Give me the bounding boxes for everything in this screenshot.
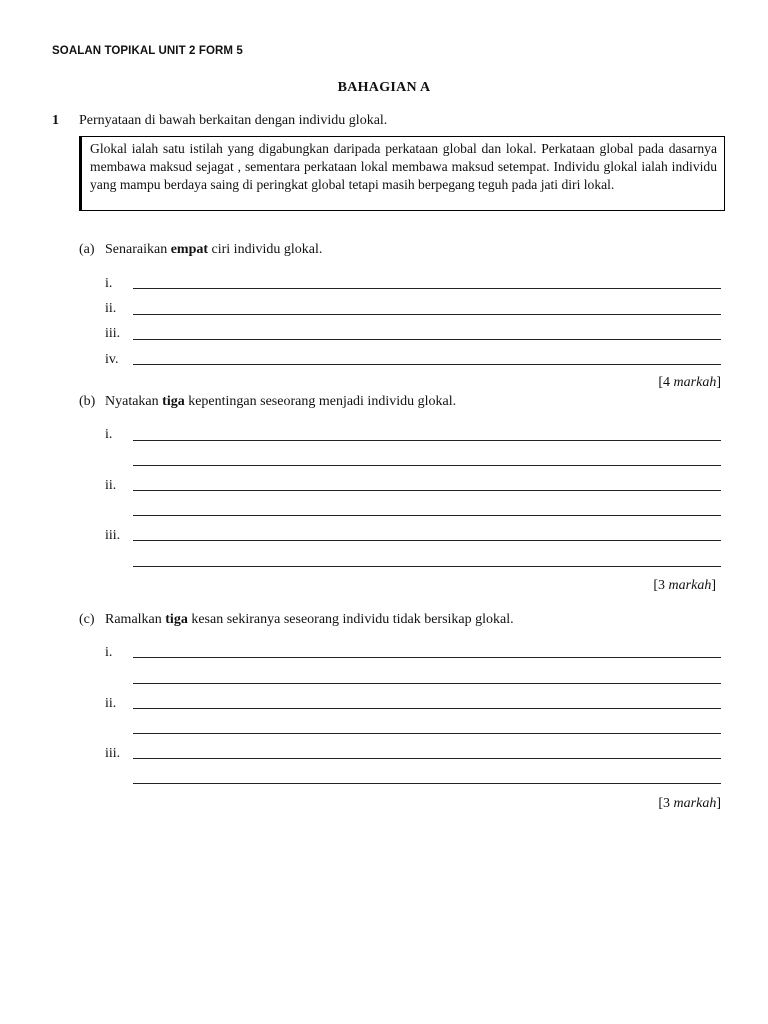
part-a-numeral: ii. (105, 301, 117, 316)
part-a-keyword: empat (170, 242, 209, 257)
part-c-suffix: kesan sekiranya seseorang individu tidak bersikap glokal. (187, 612, 514, 627)
question-stem: Pernyataan di bawah berkaitan dengan individu glokal. (79, 113, 388, 128)
answer-line[interactable] (133, 490, 721, 491)
marks-open: [3 (658, 796, 674, 811)
marks-word: markah (668, 578, 712, 593)
part-c-prompt (105, 612, 514, 628)
marks-close: ] (716, 375, 721, 390)
answer-line[interactable] (133, 465, 721, 466)
info-box: Glokal ialah satu istilah yang digabungkan daripada perkataan global dan lokal. Perkataan global pada dasarnya membawa maksud sejagat , sementara perkataan lokal membawa maksud setempat. Individu glokal ialah individu yang mampu berdaya saing di peringkat global tetapi masih berpegang teguh pada jati diri lokal. (79, 136, 725, 211)
page-header: SOALAN TOPIKAL UNIT 2 FORM 5 (52, 45, 243, 57)
part-b-prefix: Nyatakan (105, 394, 163, 409)
answer-line[interactable] (133, 708, 721, 709)
part-a-suffix: ciri individu glokal. (208, 242, 323, 257)
part-b-numeral: iii. (105, 528, 121, 543)
answer-line[interactable] (133, 733, 721, 734)
answer-line[interactable] (133, 683, 721, 684)
answer-line[interactable] (133, 783, 721, 784)
part-a-label: (a) (79, 242, 95, 257)
part-b-label: (b) (79, 394, 96, 409)
part-c-label: (c) (79, 612, 95, 627)
part-b-numeral: ii. (105, 478, 117, 493)
part-c-numeral: ii. (105, 696, 117, 711)
part-c-keyword: tiga (165, 612, 188, 627)
part-c-prefix: Ramalkan (105, 612, 166, 627)
part-a-numeral: i. (105, 276, 113, 291)
marks-open: [4 (658, 375, 674, 390)
answer-line[interactable] (133, 339, 721, 340)
part-b-keyword: tiga (162, 394, 185, 409)
answer-line[interactable] (133, 657, 721, 658)
marks-close: ] (711, 578, 716, 593)
answer-line[interactable] (133, 314, 721, 315)
part-c-numeral: iii. (105, 746, 121, 761)
part-a-numeral: iii. (105, 326, 121, 341)
part-a-prefix: Senaraikan (105, 242, 171, 257)
part-a-numeral: iv. (105, 352, 119, 367)
answer-line[interactable] (133, 540, 721, 541)
answer-line[interactable] (133, 440, 721, 441)
answer-line[interactable] (133, 758, 721, 759)
marks-close: ] (716, 796, 721, 811)
part-a-prompt (105, 242, 322, 258)
part-a-marks (658, 375, 721, 391)
part-b-marks (653, 578, 716, 594)
marks-open: [3 (653, 578, 669, 593)
answer-line[interactable] (133, 515, 721, 516)
part-b-suffix: kepentingan seseorang menjadi individu glokal. (184, 394, 457, 409)
question-number: 1 (52, 113, 59, 128)
part-c-marks (658, 796, 721, 812)
marks-word: markah (673, 796, 717, 811)
answer-line[interactable] (133, 288, 721, 289)
answer-line[interactable] (133, 364, 721, 365)
marks-word: markah (673, 375, 717, 390)
part-b-numeral: i. (105, 427, 113, 442)
part-b-prompt (105, 394, 456, 410)
section-title: BAHAGIAN A (337, 80, 431, 95)
part-c-numeral: i. (105, 645, 113, 660)
answer-line[interactable] (133, 566, 721, 567)
